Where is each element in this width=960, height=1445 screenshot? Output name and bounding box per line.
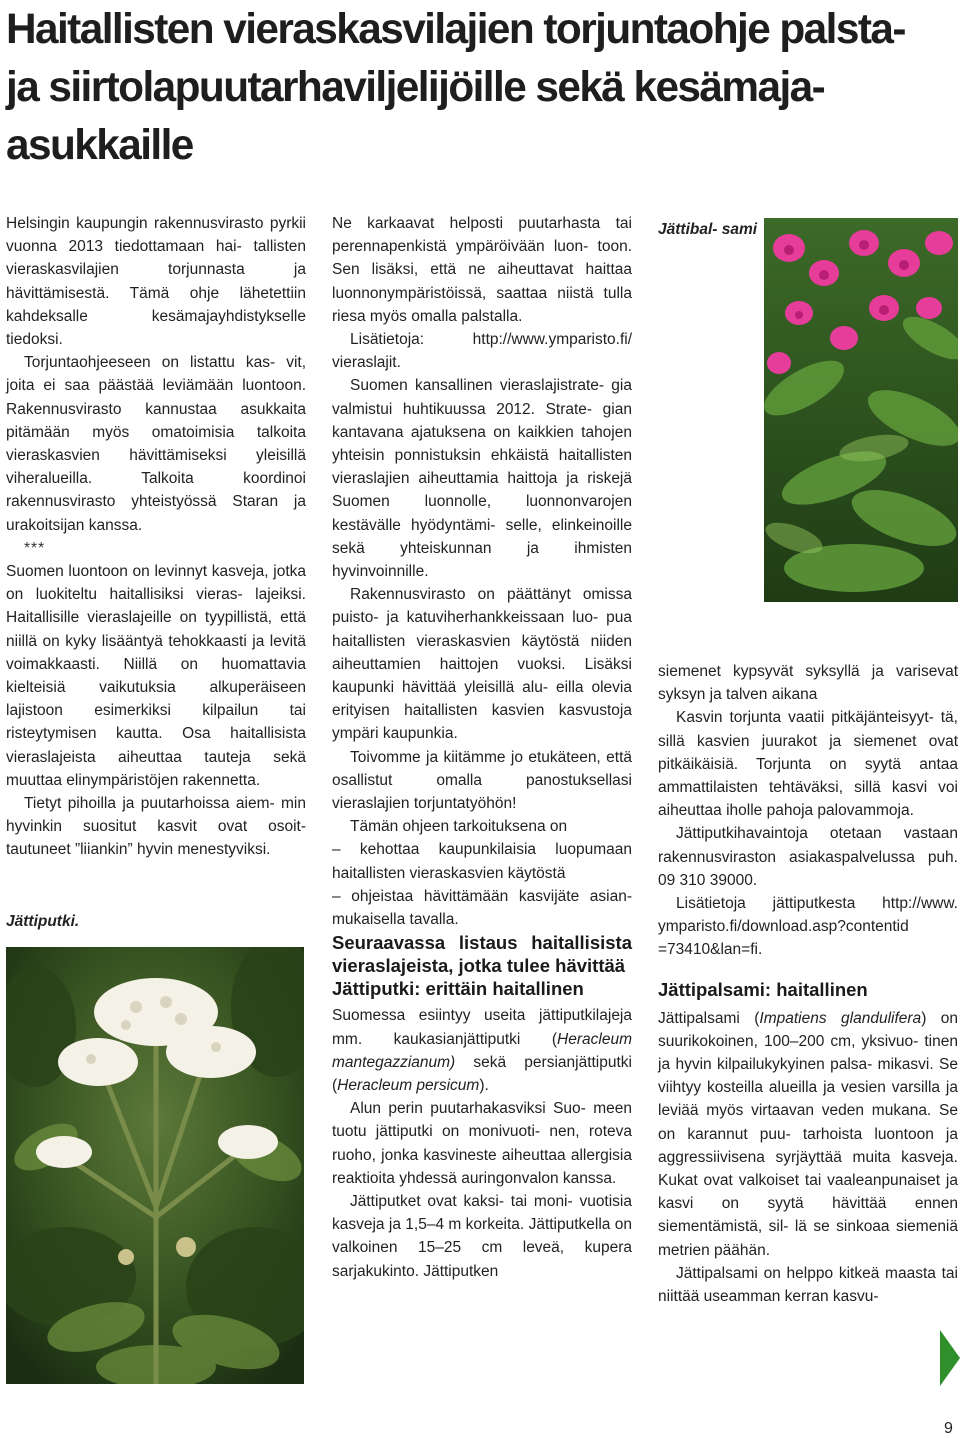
paragraph: Rakennusvirasto on päättänyt omissa puisto- ja katuviherhankkeissaan luo- pua haitallisten vieraskasvien käytöstä niiden aiheuttamien haittojen vuoksi. Lisäksi kaupunki hävittää yleisillä alu- eilla olevia erityisen haitallisten kasvien kasvustoja ympäri kaupunkia. — [332, 586, 632, 743]
bullet-item: – ohjeistaa hävittämään kasvijäte asian- mukaisella tavalla. — [332, 887, 632, 929]
paragraph: Kasvin torjunta vaatii pitkäjänteisyyt- tä, sillä kasvien juurakot ja siemenet ovat pitkäikäisiä. Torjunta on syytä antaa ammattilaisten tehtäväksi, sillä kasvi voi aiheuttaa iholle pahoja palovammoja. — [658, 709, 958, 820]
text-run: Jättipalsami ( — [658, 1009, 760, 1027]
hogweed-photo — [6, 947, 304, 1384]
paragraph: Torjuntaohjeeseen on listattu kas- vit, joita ei saa päästää leviämään luontoon. Rakennusvirasto kannustaa asukkaita pitämään myös omatoimisia talkoita vieraskasvien hävittämiseksi yleisillä viheralueilla. Talkoita koordinoi rakennusvirasto yhteistyössä Staran ja urakoitsijan kanssa. — [6, 354, 306, 534]
paragraph: Suomen luontoon on levinnyt kasveja, jotka on luokiteltu haitallisiksi vieras- lajeiksi. Haitallisille vieraslajeille on tyypillistä, että niillä on kyky lisääntyä tehokkaasti ja levitä voimakkaasti. Niillä on huomattavia kielteisiä vaikutuksia alkuperäiseen lajistoon esimerkiksi kilpailun tai risteytymisen kautta. Osa haitallisista vieraslajeista aiheuttaa tauteja sekä muuttaa elinympäristöjen rakennetta. — [6, 563, 306, 789]
column-1 — [6, 212, 306, 862]
section-divider: *** — [24, 539, 46, 557]
link-paragraph[interactable]: Lisätietoja: http://www.ymparisto.fi/ vieraslajit. — [332, 331, 632, 372]
balsam-photo — [764, 218, 958, 602]
paragraph: Jättipalsami on helppo kitkeä maasta tai niittää useamman kerran kasvu- — [658, 1264, 958, 1306]
text-run: ). — [479, 1076, 489, 1094]
paragraph: Toivomme ja kiitämme jo etukäteen, että osallistut omalla panostuksellasi vieraslajien torjuntatyöhön! — [332, 748, 632, 813]
page-arrow-icon — [940, 1330, 960, 1386]
section-heading-jattipalsami: Jättipalsami: haitallinen — [658, 978, 868, 1000]
paragraph: Ne karkaavat helposti puutarhasta tai perennapenkistä ympäröivään luon- toon. Sen lisäksi, että ne aiheuttavat haittaa luonnonympäristöissä, saattaa niistä tulla riesa myös omalla palstalla. — [332, 215, 632, 325]
paragraph: Jättiputket ovat kaksi- tai moni- vuotisia kasveja ja 1,5–4 m korkeita. Jättiputkella on valkoinen 15–25 cm leveä, kupera sarjakukinto. Jättiputken — [332, 1192, 632, 1280]
latin-name: Heracleum mantegazzianum) — [332, 1030, 632, 1071]
paragraph: Jättiputkihavaintoja otetaan vastaan rakennusviraston asiakaspalvelussa puh. 09 310 39000. — [658, 825, 958, 889]
page-number: 9 — [944, 1420, 953, 1437]
photo-caption-jattiputki: Jättiputki. — [6, 913, 80, 930]
paragraph — [658, 1007, 958, 1262]
column-2 — [332, 212, 632, 1283]
link-paragraph[interactable]: Lisätietoja jättiputkesta http://www. ymparisto.fi/download.asp?contentid =73410&lan=fi. — [658, 895, 958, 959]
paragraph: siemenet kypsyvät syksyllä ja varisevat syksyn ja talven aikana — [658, 663, 958, 704]
photo-caption-jattibalsami: Jättibal- sami — [658, 221, 758, 238]
latin-name: Heracleum persicum — [337, 1076, 480, 1094]
balsam-illustration — [764, 218, 958, 602]
paragraph: Tämän ohjeen tarkoituksena on — [350, 818, 568, 836]
text-run: ) on suurikokoinen, 100–200 cm, yksivuo- tinen ja hyvin kilpailukykyinen palsa- mikasvi. Se viihtyy kosteilla alueilla ja vesien varsilla ja leviää myös virtaavan veden mukana. Se on karannut puu- tarhoista luontoon ja aggressiivisena syrjäyttää muita kasveja. Kukat ovat valkoiset tai vaaleanpunaiset ja kasvi on syytä hävittää ennen siementämistä, sil- lä se sinkoaa siemeniä metrien päähän. — [658, 1009, 959, 1259]
section-heading-list: Seuraavassa listaus haitallisista vieraslajeista, jotka tulee hävittää — [332, 932, 632, 977]
page-title: Haitallisten vieraskasvilajien torjuntaohje palsta- ja siirtolapuutarhaviljelijöille sekä kesämaja- asukkaille — [6, 5, 905, 169]
text-run: sekä persianjättiputki ( — [332, 1053, 632, 1094]
latin-name: Impatiens glandulifera — [759, 1009, 922, 1027]
hogweed-illustration — [6, 947, 304, 1384]
paragraph: Suomen kansallinen vieraslajistrate- gia valmistui huhtikuussa 2012. Strate- gian kantavana ajatuksena on kaikkien tahojen yhteisin ponnistuksin ehkäistä haitallisten vieraslajien aiheuttamia haittoja ja riskejä Suomen luonnolle, luonnonvarojen kestävälle hyödyntämi- selle, elinkeinoille sekä yhteiskunnan ja ihmisten hyvinvoinnille. — [332, 377, 632, 581]
bullet-item: – kehottaa kaupunkilaisia luopumaan haitallisten vieraskasvien käytöstä — [332, 841, 632, 882]
paragraph: Tietyt pihoilla ja puutarhoissa aiem- min hyvinkin suositut kasvit ovat osoit- tautuneet ”liiankin” hyvin menestyviksi. — [6, 795, 306, 859]
intro-paragraph: Helsingin kaupungin rakennusvirasto pyrkii vuonna 2013 tiedottamaan hai- tallisten vieraskasvilajien torjunnasta ja hävittämisestä. Tämä ohje lähetettiin kahdeksalle kesämajayhdistykselle tiedoksi. — [6, 215, 306, 349]
paragraph: Alun perin puutarhakasviksi Suo- meen tuotu jättiputki on monivuoti- nen, roteva ruoho, jonka kasvineste aiheuttaa allergisia reaktioita yhdessä auringonvalon kanssa. — [332, 1100, 632, 1187]
paragraph — [332, 1004, 632, 1097]
text-run: Suomessa esiintyy useita jättiputkilajeja mm. kaukasianjättiputki ( — [332, 1007, 632, 1048]
column-3 — [658, 660, 958, 1308]
section-heading-jattiputki: Jättiputki: erittäin haitallinen — [332, 978, 584, 1000]
